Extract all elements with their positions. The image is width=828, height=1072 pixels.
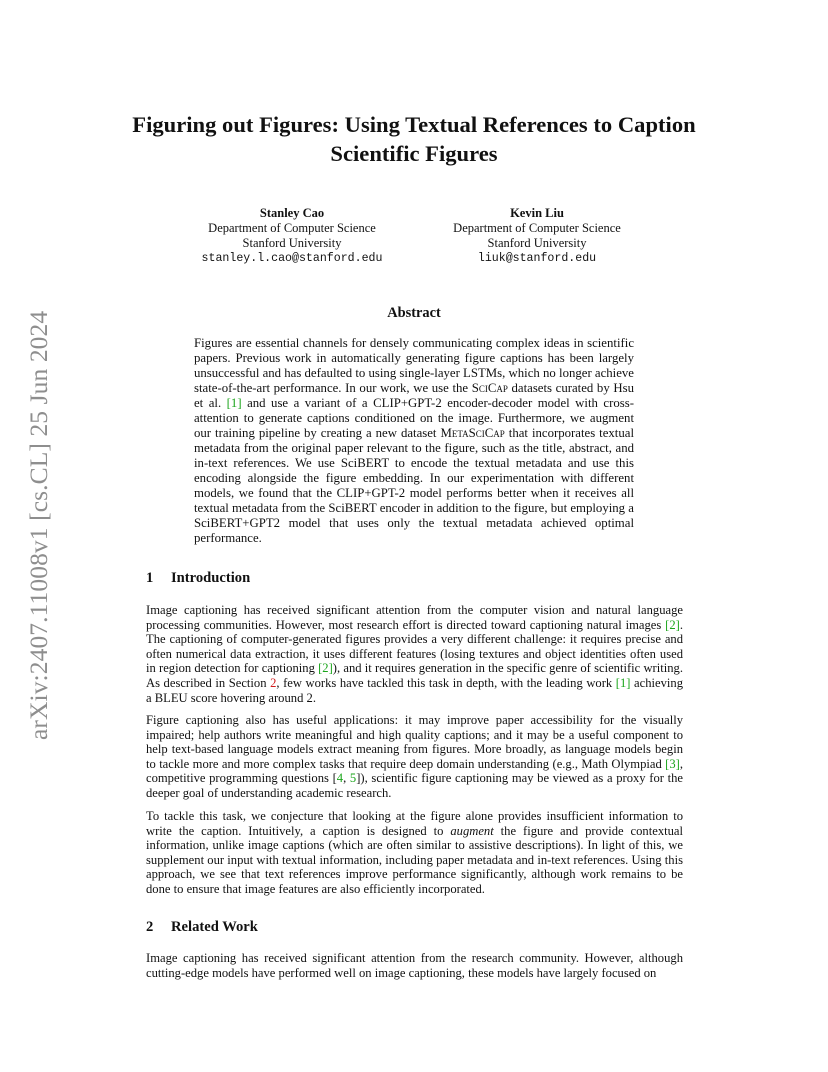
text-segment: , (343, 771, 350, 786)
citation-link[interactable]: [1] (615, 675, 631, 690)
text-segment: ), and it requires generation in the specific genre of scientific writing. As described in Section (146, 661, 683, 690)
abstract-text-segment: datasets curated by Hsu et al. (194, 381, 634, 410)
text-segment: Figure captioning also has useful applications: it may improve paper accessibility for the visually impaired; help authors write meaningful and high quality captions; and it may be a useful component to help text-based language models extract meaning from figures. More broadly, as language models begin to tackle more and more complex tasks that require deep domain understanding (e.g., Math Olympiad (146, 713, 683, 771)
citation-link[interactable]: [1] (226, 396, 242, 410)
section-title: Introduction (171, 570, 251, 586)
citation-link[interactable]: [3] (665, 756, 680, 771)
text-segment: , competitive programming questions [ (146, 756, 683, 786)
author-department: Department of Computer Science (208, 221, 376, 235)
emphasis-text: augment (450, 823, 494, 838)
author-affiliation: Stanford University (242, 236, 342, 250)
section-title: Related Work (171, 919, 258, 935)
abstract-text-segment: that incorporates textual metadata from the original paper relevant to the figure, such as the title, abstract, and in-text references. We use SciBERT to encode the textual metadata and use this encoding alongside the figure embedding. In our experimentation with different models, we found that the CLIP+GPT-2 model performs better when it receives all textual metadata from the SciBERT encoder in addition to the figure, but employing a SciBERT+GPT2 model that uses only the textual metadata achieved optimal performance. (194, 426, 635, 545)
author-email: stanley.l.cao@stanford.edu (201, 252, 383, 265)
section-reference-link[interactable]: 2 (270, 675, 277, 690)
citation-link[interactable]: [2] (665, 617, 680, 632)
author-email: liuk@stanford.edu (477, 252, 597, 265)
dataset-name: MetaSciCap (440, 426, 505, 440)
text-segment: achieving a BLEU score hovering around 2. (146, 675, 683, 705)
text-segment: . The captioning of computer-generated figures provides a very different challenge: it requires precise and often numerical data extraction, it uses different features (losing textures and object identities often used in region detection for captioning (146, 617, 683, 676)
text-segment: To tackle this task, we conjecture that looking at the figure alone provides insufficient information to write the caption. Intuitively, a caption is designed to (146, 809, 683, 838)
text-segment: the figure and provide contextual information, unlike image captions (which are often similar to assistive descriptions). In light of this, we supplement our input with textual information, including paper metadata and in-text references. Using this approach, we see that text references improve performance significantly, although work remains to be done to ensure that image features are also efficiently incorporated. (146, 823, 683, 896)
intro-paragraph-2 (146, 713, 683, 801)
citation-link[interactable]: 4 (336, 771, 344, 786)
text-segment: , few works have tackled this task in depth, with the leading work (276, 675, 616, 690)
section-number: 2 (146, 919, 154, 935)
abstract-text-segment: Figures are essential channels for densely communicating complex ideas in scientific papers. Previous work in automatically generating figure captions has been largely unsuccessful and has defaulted to using single-layer LSTMs, which no longer achieve state-of-the-art performance. In our work, we use the (194, 336, 634, 395)
related-work-paragraph-1: Image captioning has received significant attention from the research community. However, although cutting-edge models have performed well on image captioning, these models have largely focused on (146, 951, 683, 980)
citation-link[interactable]: [2] (318, 661, 333, 676)
intro-paragraph-3 (146, 809, 683, 897)
author-department: Department of Computer Science (453, 221, 621, 235)
section-number: 1 (146, 570, 154, 586)
abstract-text (194, 336, 634, 546)
author-block (172, 206, 412, 266)
text-segment: ]), scientific figure captioning may be viewed as a proxy for the deeper goal of understanding academic research. (146, 771, 683, 800)
intro-paragraph-1 (146, 603, 683, 705)
author-block (417, 206, 657, 266)
author-name: Stanley Cao (259, 206, 325, 220)
citation-link[interactable]: 5 (349, 771, 357, 786)
section-heading-related-work (146, 918, 258, 936)
abstract-text-segment: and use a variant of a CLIP+GPT-2 encoder-decoder model with cross-attention to generate captions conditioned on the image. Furthermore, we augment our training pipeline by creating a new dataset (194, 396, 634, 440)
dataset-name: SciCap (471, 381, 508, 395)
paper-title: Figuring out Figures: Using Textual References to Caption Scientific Figures (132, 112, 696, 166)
author-name: Kevin Liu (510, 206, 564, 220)
text-segment: Image captioning has received significant attention from the computer vision and natural language processing communities. However, most research effort is directed toward captioning natural images (146, 603, 683, 632)
section-heading-introduction (146, 569, 250, 587)
author-affiliation: Stanford University (487, 236, 587, 250)
abstract-heading: Abstract (387, 305, 441, 321)
arxiv-identifier: arXiv:2407.11008v1 [cs.CL] 25 Jun 2024 (24, 310, 53, 740)
